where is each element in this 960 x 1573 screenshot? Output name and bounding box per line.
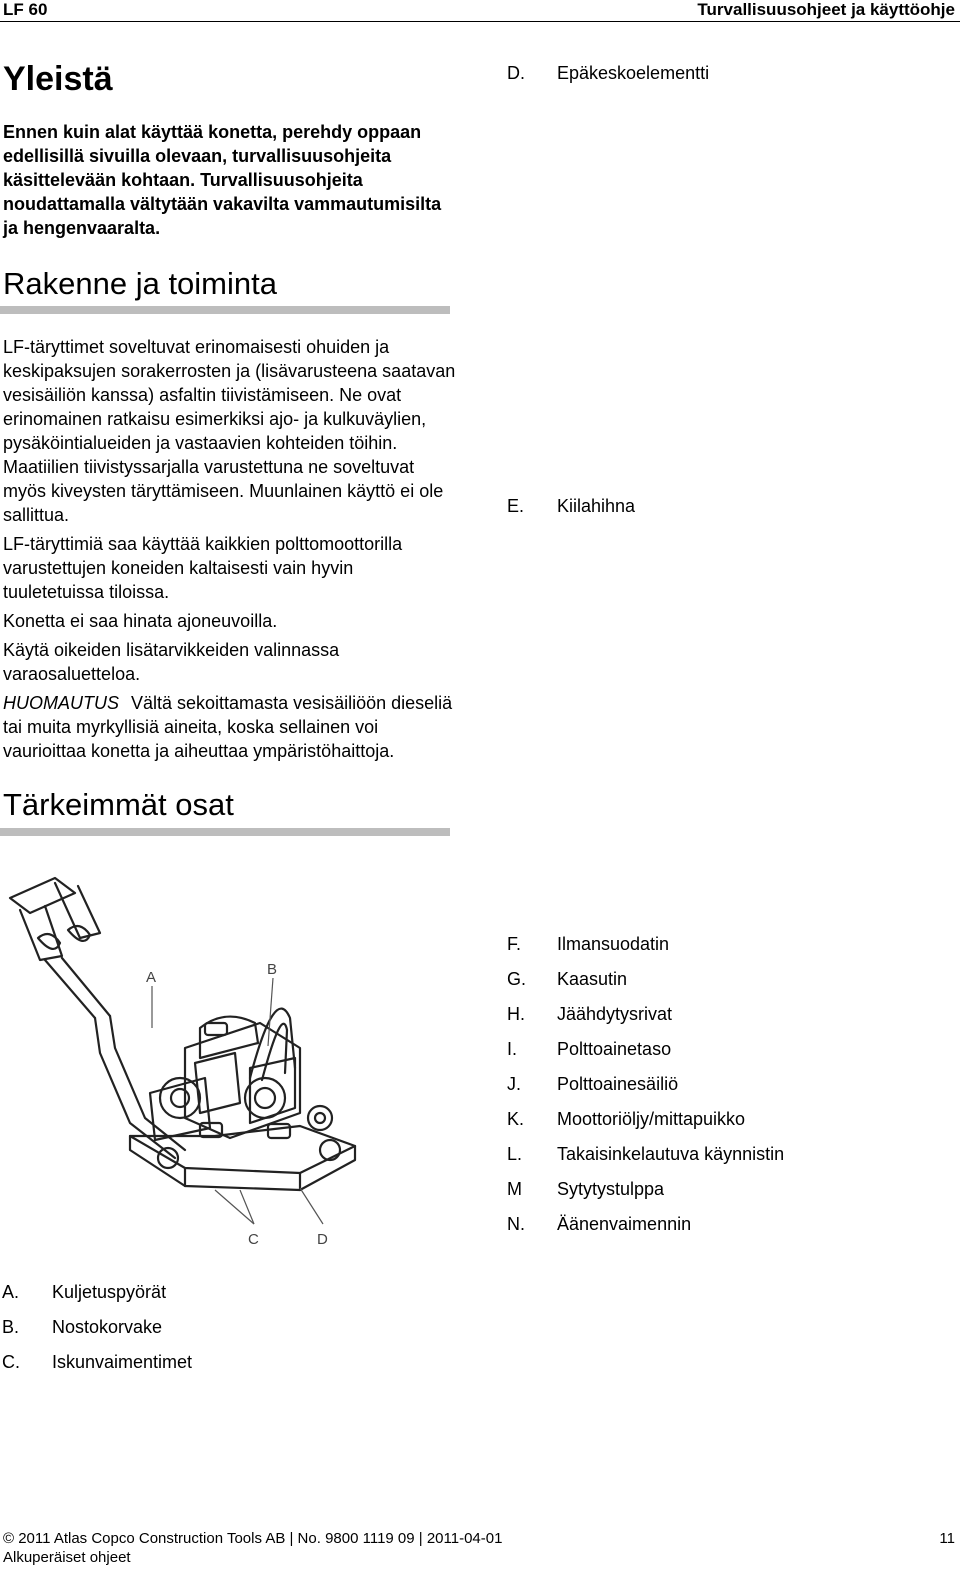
list-item-text: Kaasutin [557, 969, 628, 989]
list-item-text: Ilmansuodatin [557, 934, 670, 954]
list-item-text: Epäkeskoelementti [557, 63, 710, 83]
figure-label-c: C [248, 1231, 259, 1248]
list-item-text: Äänenvaimennin [557, 1214, 692, 1234]
list-item-letter: I. [507, 1039, 518, 1059]
heading-main-parts-underline [0, 828, 450, 836]
figure-label-b: B [267, 961, 278, 978]
structure-paragraph: Konetta ei saa hinata ajoneuvoilla. [3, 611, 278, 631]
heading-structure: Rakenne ja toiminta [3, 266, 277, 301]
list-item-letter: F. [507, 934, 522, 954]
list-item-letter: H. [507, 1004, 525, 1024]
list-item-letter: D. [507, 63, 525, 83]
list-item-letter: M [507, 1179, 522, 1199]
list-item-text: Iskunvaimentimet [52, 1352, 193, 1372]
header-model: LF 60 [3, 0, 48, 19]
structure-body [3, 335, 458, 768]
list-item-letter: A. [2, 1282, 20, 1302]
list-item-letter: G. [507, 969, 527, 989]
heading-main-parts: Tärkeimmät osat [3, 787, 234, 822]
list-item-text: Takaisinkelautuva käynnistin [557, 1144, 785, 1164]
heading-general: Yleistä [3, 60, 113, 98]
figure-label-a: A [146, 969, 157, 986]
list-item-text: Kuljetuspyörät [52, 1282, 167, 1302]
list-item-letter: C. [2, 1352, 20, 1372]
list-item-text: Polttoainesäiliö [557, 1074, 679, 1094]
general-intro: Ennen kuin alat käyttää konetta, perehdy oppaan edellisillä sivuilla olevaan, turvallisuusohjeita käsittelevään kohtaan. Turvallisuusohjeita noudattamalla vältytään vakavilta vammautumisilta ja hengenvaaralta. [3, 122, 442, 238]
structure-paragraph: Käytä oikeiden lisätarvikkeiden valinnassa varaosaluetteloa. [3, 640, 340, 684]
list-item-text: Moottoriöljy/mittapuikko [557, 1109, 746, 1129]
list-item-letter: K. [507, 1109, 525, 1129]
list-item-letter: B. [2, 1317, 20, 1337]
note-text: Vältä sekoittamasta vesisäiliöön dieseliä tai muita myrkyllisiä aineita, koska sellainen voi vaurioittaa konetta ja aiheuttaa ympäristöhaittoja. [3, 693, 453, 761]
list-item-text: Polttoainetaso [557, 1039, 672, 1059]
list-item-letter: N. [507, 1214, 525, 1234]
heading-structure-underline [0, 306, 450, 314]
structure-paragraph: LF-täryttimet soveltuvat erinomaisesti ohuiden ja keskipaksujen sorakerrosten ja (lisävarusteena saatavan vesisäiliön kanssa) asfaltin tiivistämiseen. Ne ovat erinomainen ratkaisu esimerkiksi ajo- ja kulkuväylien, pysäköintialueiden ja vastaavien kohteiden töihin. Maatiilien tiivistyssarjalla varustettuna ne soveltuvat myös kiveysten täryttämiseen. Muunlainen käyttö ei ole sallittua. [3, 337, 456, 525]
list-item-letter: J. [507, 1074, 522, 1094]
figure-label-d: D [317, 1231, 328, 1248]
list-item-text: Sytytystulppa [557, 1179, 665, 1199]
list-item-text: Jäähdytysrivat [557, 1004, 673, 1024]
footer-page-number: 11 [939, 1530, 955, 1547]
structure-note [3, 691, 458, 763]
header-divider [0, 21, 960, 22]
footer-copyright: © 2011 Atlas Copco Construction Tools AB | No. 9800 1119 09 | 2011-04-01 [3, 1530, 503, 1547]
structure-paragraph: LF-täryttimiä saa käyttää kaikkien polttomoottorilla varustettujen koneiden kaltaisesti vain hyvin tuuletetuissa tiloissa. [3, 534, 403, 602]
compactor-illustration [0, 868, 365, 1248]
note-label: HUOMAUTUS [3, 693, 119, 713]
list-item-letter: E. [507, 496, 525, 516]
footer-subline: Alkuperäiset ohjeet [3, 1549, 131, 1566]
list-item-text: Nostokorvake [52, 1317, 163, 1337]
header-section-title: Turvallisuusohjeet ja käyttöohje [697, 0, 955, 19]
list-item-text: Kiilahihna [557, 496, 636, 516]
list-item-letter: L. [507, 1144, 523, 1164]
